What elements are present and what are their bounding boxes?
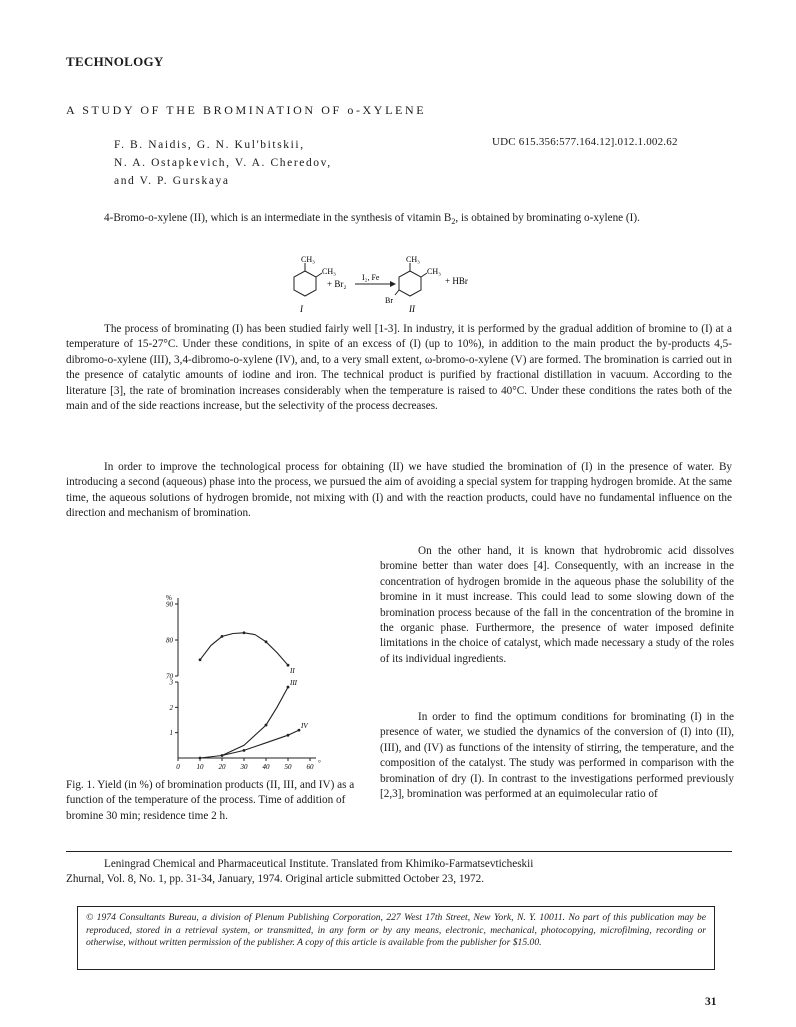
data-point-ii xyxy=(221,635,224,638)
paragraph-4-text: In order to find the optimum conditions for brominating (I) in the presence of water, we studied the dynamics of the conversion of (I) into (II), (III), and (IV) as functions of the intensity of stirring, the temperature, and the composition of the catalyst. The study was performed in comparison with the bromination of dry (I). In contrast to the investigations performed previously [2,3], bromination was performed at an equimolecular ratio of xyxy=(380,711,734,801)
data-point-iv xyxy=(243,749,246,752)
y-tick-label-upper: 90 xyxy=(166,600,173,609)
affiliation-line-1: Leningrad Chemical and Pharmaceutical Institute. Translated from Khimiko-Farmatsevticheskii xyxy=(104,858,534,870)
y-tick-label-lower: 1 xyxy=(169,729,173,738)
affiliation-line-2: Zhurnal, Vol. 8, No. 1, pp. 31-34, January, 1974. Original article submitted October 23, 1972. xyxy=(66,873,485,886)
data-point-iv xyxy=(287,734,290,737)
paragraph-1-text: The process of brominating (I) has been studied fairly well [1-3]. In industry, it is performed by the gradual addition of bromine to (I) at a temperature of 15-27°C. Under these conditions, in spite of an excess of (I) (up to 10%), in addition to the main product the by-products 4,5-dibromo-o-xylene (III), 3,4-dibromo-o-xylene (IV), and, to a very small extent, ω-bromo-o-xylene (V) are formed. The bromination is carried out in the presence of catalytic amounts of iodine and iron. The technical product is purified by fractional distillation in vacuum. According to the literature [3], the rate of bromination increases considerably when the temperature is raised to 40°C. Under these conditions the rates both of the main and of the side reactions increase, but the selectivity of the process decreases. xyxy=(66,323,732,413)
author-line-1: F. B. Naidis, G. N. Kul'bitskii, xyxy=(114,139,305,151)
y-axis-label: % xyxy=(166,594,172,602)
series-label-ii: II xyxy=(290,667,295,676)
y-tick-label-lower: 2 xyxy=(169,703,173,712)
catalyst-label: I₂, Fe xyxy=(362,273,380,282)
reaction-scheme xyxy=(270,252,510,322)
udc-code: UDC 615.356:577.164.12].012.1.002.62 xyxy=(492,136,678,148)
article-title: A STUDY OF THE BROMINATION OF o-XYLENE xyxy=(66,103,427,117)
data-point-ii xyxy=(243,631,246,634)
paragraph-1 xyxy=(66,322,732,414)
product-bromo: Br xyxy=(385,296,393,305)
reaction-arrowhead xyxy=(390,281,396,287)
byproduct-hbr: + HBr xyxy=(445,276,468,286)
intro-subscript: 2 xyxy=(451,217,456,227)
page-number: 31 xyxy=(705,996,717,1008)
reactant-ring xyxy=(294,263,322,296)
chart-marks xyxy=(199,631,309,759)
x-tick-label: 50 xyxy=(284,763,292,771)
x-tick-label: 10 xyxy=(196,763,204,771)
y-tick-label-upper: 80 xyxy=(166,636,173,645)
paragraph-2 xyxy=(66,460,732,522)
y-tick-label-upper: 70 xyxy=(166,672,173,681)
paragraph-2-text: In order to improve the technological process for obtaining (II) we have studied the bromination of (I) in the presence of water. By introducing a second (aqueous) phase into the process, we pursued the aim of avoiding a special system for trapping hydrogen bromide. At the same time, the aqueous solutions of hydrogen bromide, not mixing with (I) and with the reaction products, could have no fundamental influence on the direction and mechanism of bromination. xyxy=(66,461,732,520)
reactant-methyl-top: CH₃ xyxy=(301,255,315,264)
author-line-2: N. A. Ostapkevich, V. A. Cheredov, xyxy=(114,157,332,169)
reactant-label: I xyxy=(300,304,303,314)
reagent-bromine: + Br₂ xyxy=(327,279,347,289)
intro-paragraph xyxy=(66,211,732,230)
intro-text-b: , is obtained by brominating o-xylene (I). xyxy=(455,212,640,224)
series-line-iv xyxy=(200,730,299,758)
y-tick-label-lower: 3 xyxy=(169,678,173,687)
copyright-box: © 1974 Consultants Bureau, a division of Plenum Publishing Corporation, 227 West 17th Street, New York, N. Y. 10011. No part of this publication may be reproduced, stored in a retrieval system, or transmitted, in any form or by any means, electronic, mechanical, photocopying, microfilming, recording or otherwise, without written permission of the publisher. A copy of this article is available from the publisher for $15.00. xyxy=(77,906,715,970)
yield-chart xyxy=(140,590,350,772)
author-line-3: and V. P. Gurskaya xyxy=(114,175,230,187)
affiliation-note xyxy=(66,857,732,888)
data-point-iv xyxy=(298,729,301,732)
series-label-iv: IV xyxy=(301,722,308,731)
product-methyl-top: CH₃ xyxy=(406,255,420,264)
data-point-iii xyxy=(287,686,290,689)
section-heading: TECHNOLOGY xyxy=(66,54,164,69)
x-tick-label: 20 xyxy=(218,763,226,771)
x-tick-label: 30 xyxy=(240,763,248,771)
product-label: II xyxy=(409,304,415,314)
x-tick-label: 60 xyxy=(306,763,314,771)
series-line-ii xyxy=(200,633,288,665)
data-point-ii xyxy=(287,664,290,667)
series-label-iii: III xyxy=(290,679,297,688)
paragraph-3-text: On the other hand, it is known that hydrobromic acid dissolves bromine better than water does [4]. Consequently, with an increase in the concentration of hydrogen bromide in the aqueous phase the solubility of the bromine in it must increase. This could lead to some slowing down of the bromination process because of the fall in the concentration of the bromine in the organic phase. Furthermore, the presence of water imposed definite limitations in the choice of catalyst, which made necessary a study of the roles of its individual ingredients. xyxy=(380,545,734,665)
paragraph-4 xyxy=(380,710,734,802)
figure-caption: Fig. 1. Yield (in %) of bromination products (II, III, and IV) as a function of the temperature of the process. Time of addition of bromine 30 min; residence time 2 h. xyxy=(66,779,355,822)
footer-divider xyxy=(66,851,732,852)
product-ring xyxy=(395,263,427,296)
data-point-ii xyxy=(265,640,268,643)
paragraph-3 xyxy=(380,544,734,667)
reactant-methyl-side: CH₃ xyxy=(322,267,336,276)
product-methyl-side: CH₃ xyxy=(427,267,441,276)
data-point-ii xyxy=(199,658,202,661)
intro-text-a: 4-Bromo-o-xylene (II), which is an intermediate in the synthesis of vitamin B xyxy=(104,212,452,224)
data-point-iv xyxy=(199,757,202,760)
author-list xyxy=(114,136,332,190)
x-tick-label: 0 xyxy=(176,763,180,771)
x-tick-label: 40 xyxy=(262,763,270,771)
series-line-iii xyxy=(222,687,288,755)
data-point-iii xyxy=(265,724,268,727)
x-axis-label: ° xyxy=(318,759,321,767)
chart-axes xyxy=(166,594,321,771)
